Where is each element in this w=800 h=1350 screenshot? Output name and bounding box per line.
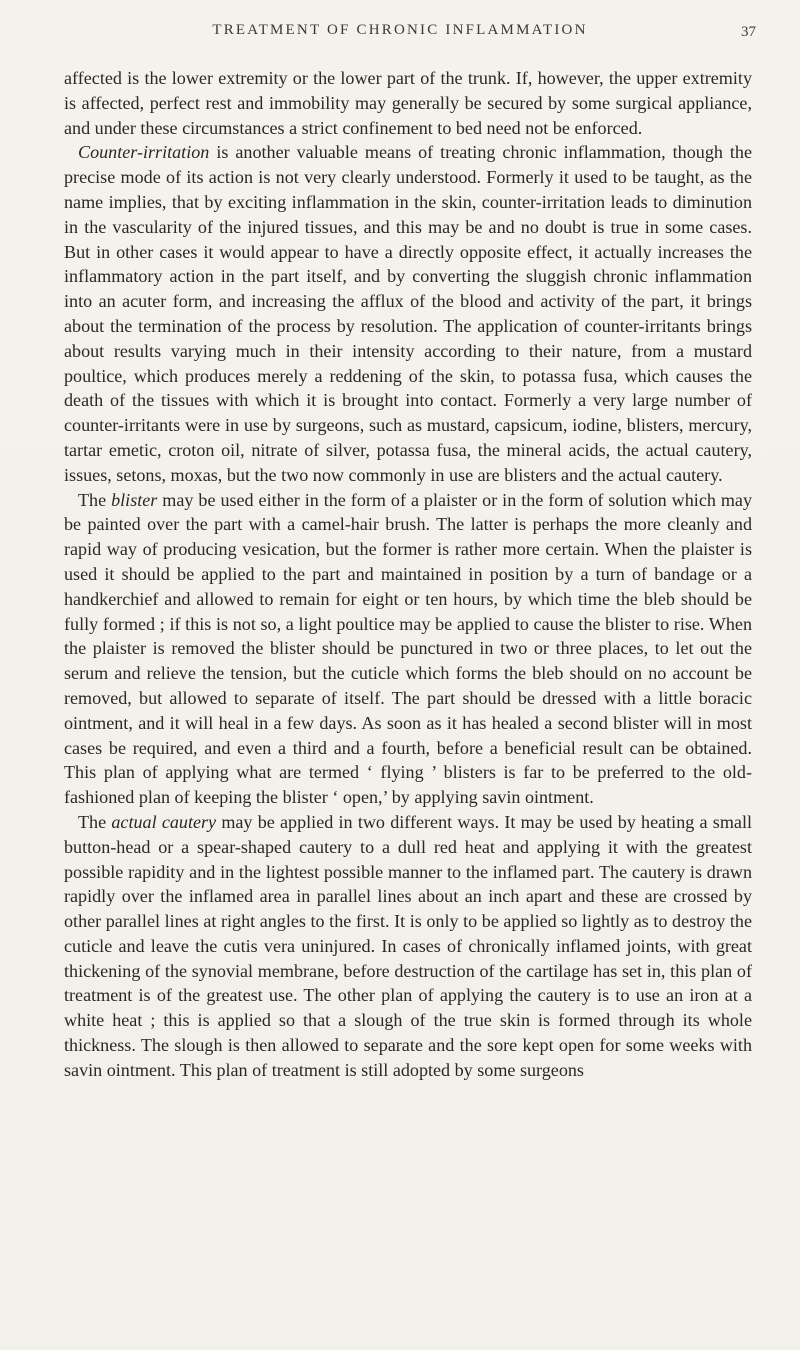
paragraph-1 xyxy=(64,66,752,140)
paragraph-4 xyxy=(64,810,752,1083)
running-title: TREATMENT OF CHRONIC INFLAMMATION xyxy=(212,22,588,38)
term-actual-cautery: actual cautery xyxy=(111,811,217,832)
paragraph-1-text: affected is the lower extremity or the lower part of the trunk. If, however, the upper extremity is affected, perfect rest and immobility may generally be secured by some surgical appliance, and under these circumstances a strict confinement to bed need not be enforced. xyxy=(64,68,752,138)
paragraph-2 xyxy=(64,140,752,487)
paragraph-3 xyxy=(64,488,752,810)
paragraph-2-text: is another valuable means of treating chronic inflammation, though the precise mode of its action is not very clearly understood. Formerly it used to be taught, as the name implies, that by exciting inflammation in the skin, counter-irritation leads to diminution in the vascularity of the injured tissues, and this may be and no doubt is true in some cases. But in other cases it would appear to have a directly opposite effect, it actually increases the inflammatory action in the part itself, and by converting the sluggish chronic inflammation into an acuter form, and increasing the afflux of the blood and activity of the part, it brings about the termination of the process by resolution. The application of counter-irritants brings about results varying much in their intensity according to their nature, from a mustard poultice, which produces merely a reddening of the skin, to potassa fusa, which causes the death of the tissues with which it is brought into contact. Formerly a very large number of counter-irritants were in use by surgeons, such as mustard, capsicum, iodine, blisters, mercury, tartar emetic, croton oil, nitrate of silver, potassa fusa, the mineral acids, the actual cautery, issues, setons, moxas, but the two now commonly in use are blisters and the actual cautery. xyxy=(64,142,752,485)
term-counter-irritation: Counter-irritation xyxy=(78,142,210,163)
body-text xyxy=(64,66,752,1083)
paragraph-4-lead: The xyxy=(78,811,112,832)
term-blister: blister xyxy=(111,489,158,510)
paragraph-3-lead: The xyxy=(78,489,112,510)
page-number: 37 xyxy=(741,24,756,40)
paragraph-4-text: may be applied in two different ways. It may be used by heating a small button-head or a spear-shaped cautery to a dull red heat and applying it with the greatest possible rapidity and in the lightest possible manner to the inflamed part. The cautery is drawn rapidly over the inflamed area in parallel lines about an inch apart and these are crossed by other parallel lines at right angles to the first. It is only to be applied so lightly as to destroy the cuticle and leave the cutis vera uninjured. In cases of chronically inflamed joints, with great thickening of the synovial membrane, before destruction of the cartilage has set in, this plan of treatment is of the greatest use. The other plan of applying the cautery is to use an iron at a white heat ; this is applied so that a slough of the true skin is formed through its whole thickness. The slough is then allowed to separate and the sore kept open for some weeks with savin ointment. This plan of treatment is still adopted by some surgeons xyxy=(64,811,752,1080)
paragraph-3-text: may be used either in the form of a plaister or in the form of solution which may be painted over the part with a camel-hair brush. The latter is perhaps the more cleanly and rapid way of producing vesication, but the former is rather more certain. When the plaister is used it should be applied to the part and maintained in position by a turn of bandage or a handkerchief and allowed to remain for eight or ten hours, by which time the bleb should be fully formed ; if this is not so, a light poultice may be applied to cause the blister to rise. When the plaister is removed the blister should be punctured in two or three places, to let out the serum and relieve the tension, but the cuticle which forms the bleb should on no account be removed, but allowed to separate of itself. The part should be dressed with a little boracic ointment, and it will heal in a few days. As soon as it has healed a second blister will in most cases be required, and even a third and a fourth, before a beneficial result can be obtained. This plan of applying what are termed ‘ flying ’ blisters is far to be preferred to the old-fashioned plan of keeping the blister ‘ open,’ by applying savin ointment. xyxy=(64,489,753,808)
